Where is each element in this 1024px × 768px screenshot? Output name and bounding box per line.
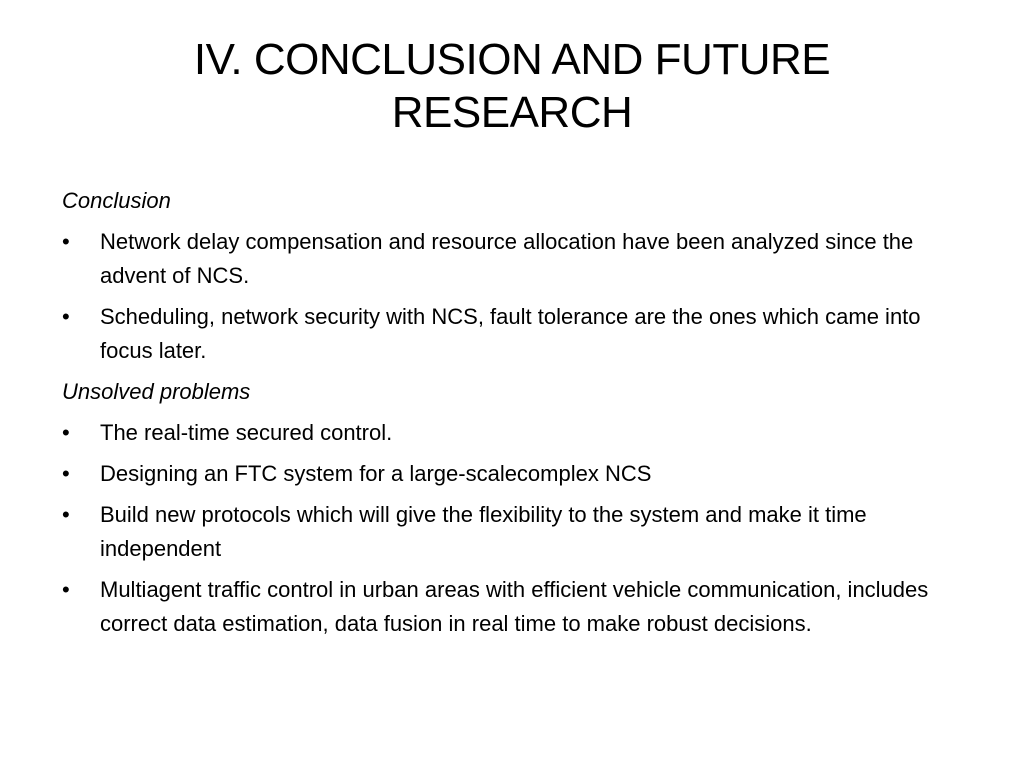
list-item [62, 225, 967, 293]
bullet-icon: • [62, 577, 70, 602]
list-item-text: Designing an FTC system for a large-scalecomplex NCS [100, 461, 652, 486]
bullet-icon: • [62, 502, 70, 527]
section-heading-unsolved-problems: Unsolved problems [62, 379, 251, 404]
list-item [62, 416, 967, 450]
list-item [62, 300, 967, 368]
bullet-icon: • [62, 229, 70, 254]
list-item [62, 457, 967, 491]
list-item [62, 573, 967, 641]
bullet-icon: • [62, 461, 70, 486]
list-item-text: Scheduling, network security with NCS, fault tolerance are the ones which came into focus later. [100, 304, 921, 363]
slide-title: IV. CONCLUSION AND FUTURE RESEARCH [193, 35, 831, 137]
list-item [62, 498, 967, 566]
section-heading-conclusion: Conclusion [62, 188, 171, 213]
bullet-icon: • [62, 420, 70, 445]
list-item-text: Network delay compensation and resource allocation have been analyzed since the advent of NCS. [100, 229, 914, 288]
list-item-text: Multiagent traffic control in urban areas with efficient vehicle communication, includes correct data estimation, data fusion in real time to make robust decisions. [100, 577, 929, 636]
conclusion-list [62, 225, 967, 368]
unsolved-problems-list [62, 416, 967, 641]
slide-body [62, 184, 967, 648]
bullet-icon: • [62, 304, 70, 329]
list-item-text: Build new protocols which will give the flexibility to the system and make it time independent [100, 502, 867, 561]
list-item-text: The real-time secured control. [100, 420, 393, 445]
